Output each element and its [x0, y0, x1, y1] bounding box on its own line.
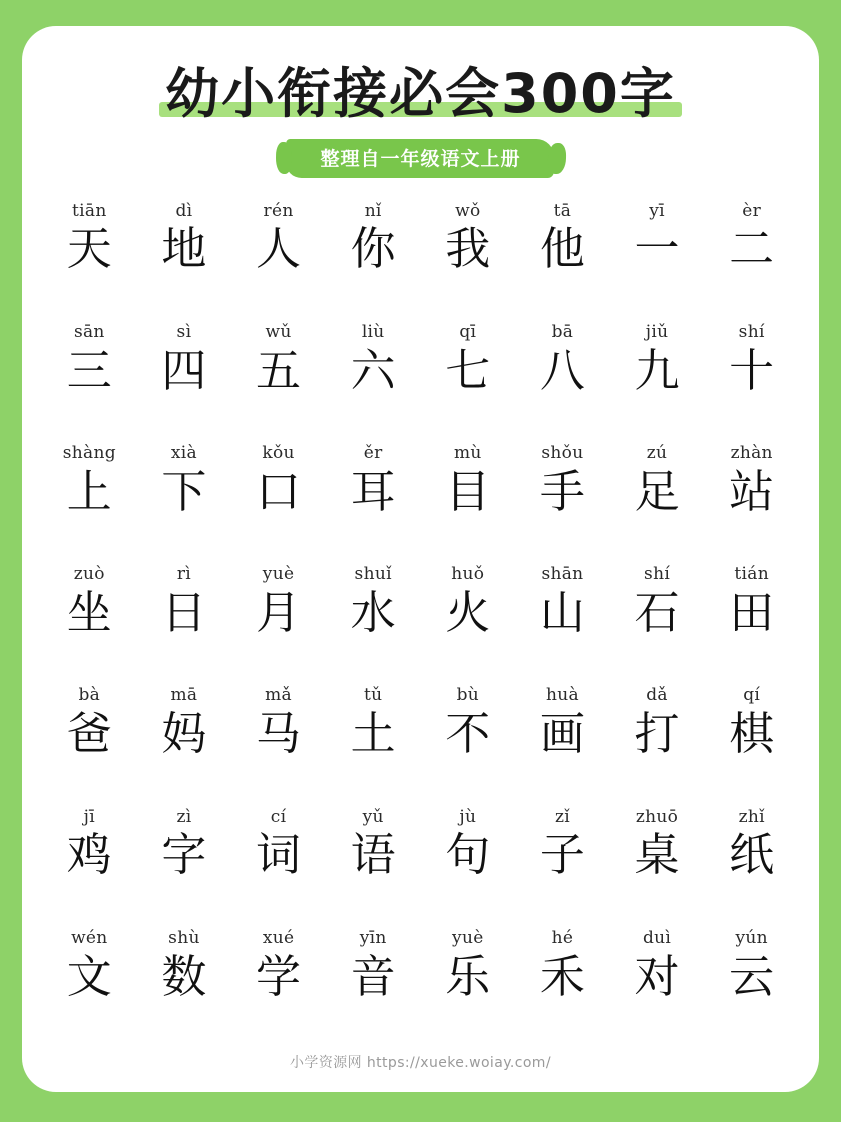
hanzi-character: 语	[350, 828, 396, 882]
pinyin-label: yuè	[452, 927, 484, 948]
pinyin-label: nǐ	[364, 200, 382, 221]
hanzi-character: 他	[539, 222, 585, 276]
pinyin-label: zuò	[73, 564, 105, 585]
pinyin-label: jù	[459, 806, 477, 827]
pinyin-label: sì	[176, 321, 192, 342]
hanzi-character: 纸	[729, 828, 775, 882]
pinyin-label: mā	[170, 685, 198, 706]
pinyin-label: xué	[262, 927, 295, 948]
hanzi-character: 乐	[445, 949, 491, 1003]
hanzi-character: 石	[634, 585, 680, 639]
character-cell	[231, 442, 326, 563]
hanzi-character: 学	[256, 949, 302, 1003]
character-cell	[704, 321, 799, 442]
character-cell	[326, 684, 421, 805]
character-cell	[231, 200, 326, 321]
character-cell	[137, 321, 232, 442]
pinyin-label: zhǐ	[738, 806, 765, 827]
hanzi-character: 手	[539, 464, 585, 518]
character-cell	[42, 806, 137, 927]
character-cell	[421, 563, 516, 684]
character-cell	[515, 927, 610, 1048]
hanzi-character: 月	[256, 585, 302, 639]
character-cell	[326, 927, 421, 1048]
character-cell	[137, 684, 232, 805]
character-cell	[326, 321, 421, 442]
character-cell	[42, 563, 137, 684]
character-cell	[610, 563, 705, 684]
hanzi-character: 音	[350, 949, 396, 1003]
pinyin-label: rén	[263, 200, 294, 221]
character-cell	[137, 200, 232, 321]
character-cell	[231, 806, 326, 927]
footer-credit: 小学资源网 https://xueke.woiay.com/	[290, 1055, 551, 1071]
character-cell	[704, 200, 799, 321]
character-cell	[515, 200, 610, 321]
subtitle-banner	[286, 139, 554, 178]
hanzi-character: 土	[350, 707, 396, 761]
hanzi-character: 耳	[350, 464, 396, 518]
hanzi-character: 鸡	[66, 828, 112, 882]
character-cell	[326, 442, 421, 563]
character-cell	[42, 442, 137, 563]
hanzi-character: 地	[161, 222, 207, 276]
character-cell	[421, 200, 516, 321]
hanzi-character: 妈	[161, 707, 207, 761]
character-cell	[42, 321, 137, 442]
hanzi-character: 日	[161, 585, 207, 639]
hanzi-character: 不	[445, 707, 491, 761]
pinyin-label: yīn	[359, 927, 387, 948]
character-cell	[137, 442, 232, 563]
title-block	[42, 62, 799, 125]
pinyin-label: duì	[642, 927, 672, 948]
pinyin-label: tǔ	[363, 685, 383, 706]
pinyin-label: shuǐ	[354, 564, 392, 585]
character-cell	[610, 684, 705, 805]
pinyin-label: shān	[541, 564, 584, 585]
hanzi-character: 站	[729, 464, 775, 518]
content-card	[22, 26, 819, 1092]
pinyin-label: èr	[742, 200, 762, 221]
character-cell	[704, 927, 799, 1048]
hanzi-character: 九	[634, 343, 680, 397]
character-cell	[421, 684, 516, 805]
character-cell	[137, 927, 232, 1048]
subtitle-block	[42, 139, 799, 178]
hanzi-character: 棋	[729, 707, 775, 761]
pinyin-label: yuè	[262, 564, 295, 585]
character-cell	[515, 684, 610, 805]
character-cell	[515, 806, 610, 927]
character-cell	[421, 442, 516, 563]
character-cell	[326, 563, 421, 684]
pinyin-label: zhàn	[730, 443, 773, 464]
character-cell	[137, 806, 232, 927]
pinyin-label: wǔ	[265, 321, 292, 342]
character-cell	[610, 321, 705, 442]
pinyin-label: dǎ	[646, 685, 668, 706]
footer	[42, 1048, 799, 1082]
pinyin-label: wén	[71, 927, 108, 948]
hanzi-character: 坐	[66, 585, 112, 639]
hanzi-character: 对	[634, 949, 680, 1003]
hanzi-character: 人	[256, 222, 302, 276]
pinyin-label: dì	[175, 200, 193, 221]
pinyin-label: shàng	[62, 443, 116, 464]
pinyin-label: zì	[176, 806, 192, 827]
character-cell	[42, 927, 137, 1048]
hanzi-character: 禾	[539, 949, 585, 1003]
hanzi-character: 天	[66, 222, 112, 276]
character-cell	[42, 200, 137, 321]
pinyin-label: wǒ	[455, 200, 481, 221]
pinyin-label: yún	[735, 927, 768, 948]
pinyin-label: tiān	[72, 200, 107, 221]
page-title	[165, 62, 676, 125]
pinyin-label: shí	[644, 564, 671, 585]
pinyin-label: tián	[734, 564, 769, 585]
pinyin-label: shù	[168, 927, 200, 948]
hanzi-character: 二	[729, 222, 775, 276]
pinyin-label: xià	[170, 443, 197, 464]
hanzi-character: 字	[161, 828, 207, 882]
character-cell	[610, 200, 705, 321]
pinyin-label: ěr	[363, 443, 383, 464]
character-cell	[421, 927, 516, 1048]
hanzi-character: 桌	[634, 828, 680, 882]
hanzi-character: 画	[539, 707, 585, 761]
pinyin-label: huǒ	[451, 564, 485, 585]
pinyin-label: cí	[270, 806, 287, 827]
character-cell	[231, 684, 326, 805]
pinyin-label: yǔ	[362, 806, 384, 827]
hanzi-character: 山	[539, 585, 585, 639]
pinyin-label: bù	[456, 685, 480, 706]
hanzi-character: 一	[634, 222, 680, 276]
pinyin-label: bà	[78, 685, 101, 706]
hanzi-character: 文	[66, 949, 112, 1003]
hanzi-character: 八	[539, 343, 585, 397]
pinyin-label: kǒu	[262, 443, 295, 464]
character-grid	[42, 200, 799, 1048]
pinyin-label: qí	[743, 685, 761, 706]
character-cell	[704, 563, 799, 684]
hanzi-character: 马	[256, 707, 302, 761]
hanzi-character: 下	[161, 464, 207, 518]
pinyin-label: hé	[551, 927, 574, 948]
hanzi-character: 田	[729, 585, 775, 639]
pinyin-label: mǎ	[265, 685, 292, 706]
pinyin-label: mù	[453, 443, 482, 464]
character-cell	[515, 321, 610, 442]
hanzi-character: 三	[66, 343, 112, 397]
pinyin-label: yī	[649, 200, 665, 221]
hanzi-character: 打	[634, 707, 680, 761]
character-cell	[231, 321, 326, 442]
pinyin-label: zhuō	[635, 806, 679, 827]
hanzi-character: 七	[445, 343, 491, 397]
hanzi-character: 五	[256, 343, 302, 397]
hanzi-character: 你	[350, 222, 396, 276]
pinyin-label: rì	[176, 564, 192, 585]
subtitle-text: 整理自一年级语文上册	[320, 147, 521, 170]
character-cell	[610, 442, 705, 563]
hanzi-character: 口	[256, 464, 302, 518]
hanzi-character: 目	[445, 464, 491, 518]
hanzi-character: 子	[539, 828, 585, 882]
character-cell	[421, 806, 516, 927]
hanzi-character: 我	[445, 222, 491, 276]
character-cell	[610, 927, 705, 1048]
character-cell	[704, 806, 799, 927]
pinyin-label: shǒu	[541, 443, 584, 464]
character-cell	[231, 927, 326, 1048]
hanzi-character: 六	[350, 343, 396, 397]
pinyin-label: zú	[646, 443, 668, 464]
hanzi-character: 火	[445, 585, 491, 639]
pinyin-label: huà	[545, 685, 579, 706]
pinyin-label: tā	[553, 200, 572, 221]
character-cell	[326, 200, 421, 321]
character-cell	[704, 684, 799, 805]
hanzi-character: 数	[161, 949, 207, 1003]
character-cell	[231, 563, 326, 684]
hanzi-character: 四	[161, 343, 207, 397]
pinyin-label: shí	[738, 321, 765, 342]
hanzi-character: 水	[350, 585, 396, 639]
hanzi-character: 词	[256, 828, 302, 882]
character-cell	[326, 806, 421, 927]
pinyin-label: sān	[73, 321, 105, 342]
pinyin-label: liù	[361, 321, 385, 342]
character-cell	[137, 563, 232, 684]
hanzi-character: 云	[729, 949, 775, 1003]
character-cell	[610, 806, 705, 927]
character-cell	[704, 442, 799, 563]
page-title-text: 幼小衔接必会300字	[165, 62, 676, 125]
hanzi-character: 爸	[66, 707, 112, 761]
hanzi-character: 句	[445, 828, 491, 882]
pinyin-label: bā	[551, 321, 574, 342]
pinyin-label: jī	[83, 806, 95, 827]
pinyin-label: qī	[459, 321, 477, 342]
character-cell	[42, 684, 137, 805]
character-cell	[515, 442, 610, 563]
character-cell	[515, 563, 610, 684]
pinyin-label: zǐ	[554, 806, 570, 827]
hanzi-character: 十	[729, 343, 775, 397]
hanzi-character: 足	[634, 464, 680, 518]
hanzi-character: 上	[66, 464, 112, 518]
pinyin-label: jiǔ	[645, 321, 669, 342]
character-cell	[421, 321, 516, 442]
